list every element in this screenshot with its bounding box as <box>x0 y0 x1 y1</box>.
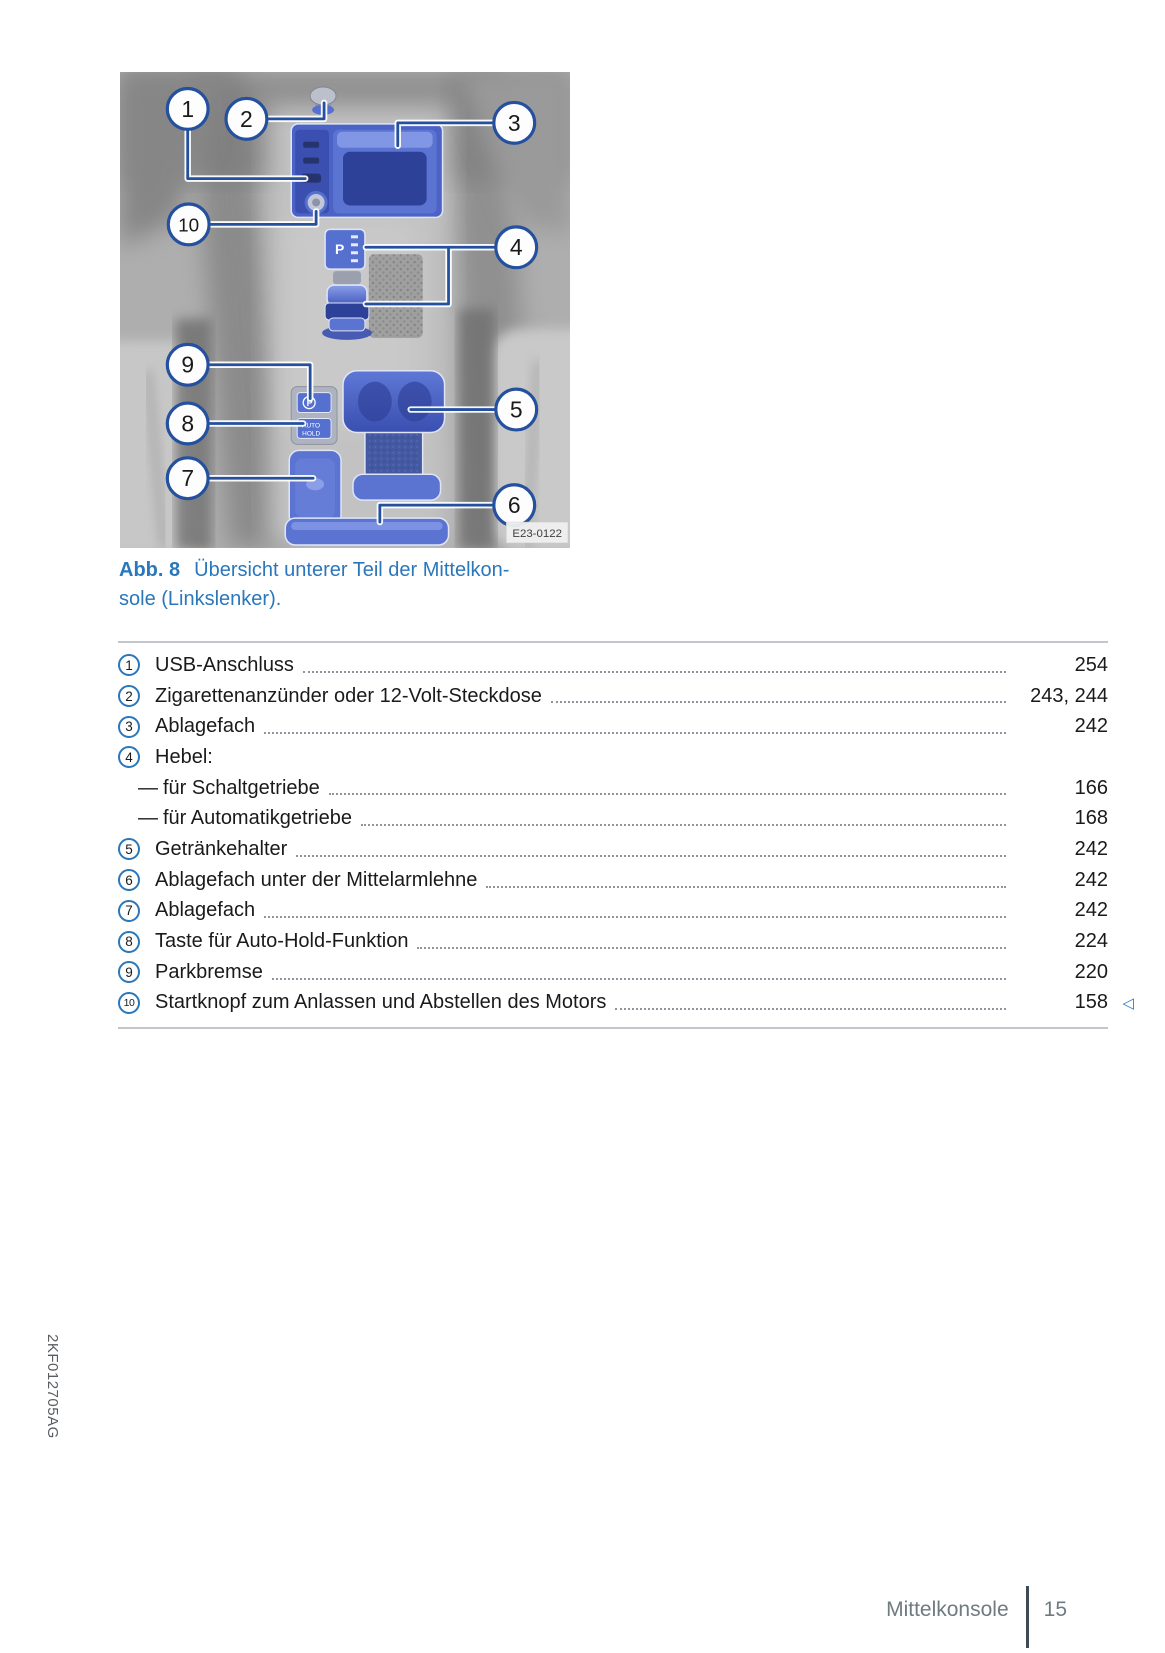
legend-page-number: 254 <box>1074 653 1108 676</box>
svg-text:9: 9 <box>181 351 195 378</box>
legend-item-dash: — <box>138 807 158 830</box>
legend-item-number: 4 <box>118 746 140 768</box>
svg-text:10: 10 <box>178 215 200 237</box>
legend-item-label: für Schaltgetriebe <box>163 776 320 799</box>
legend-item-label: USB-Anschluss <box>155 653 294 676</box>
svg-text:2: 2 <box>240 105 253 132</box>
legend-row <box>118 742 1108 773</box>
footer-divider <box>1026 1586 1029 1648</box>
legend-leader-dots <box>615 1008 1006 1010</box>
legend-page-number: 242 <box>1074 837 1108 860</box>
legend-item-number: 8 <box>118 931 140 953</box>
continue-marker-icon: ◁ <box>1122 995 1134 1013</box>
autohold-glyph-2: HOLD <box>302 430 321 438</box>
svg-text:5: 5 <box>509 396 523 423</box>
footer-page-number: 15 <box>1043 1598 1067 1621</box>
legend-leader-dots <box>417 947 1006 949</box>
callout-5 <box>496 389 537 430</box>
svg-text:E23-0122: E23-0122 <box>512 527 562 540</box>
armrest-storage-tray <box>285 518 448 545</box>
legend-row <box>118 773 1108 804</box>
legend-row <box>118 926 1108 957</box>
callout-3 <box>494 102 535 143</box>
legend-page-number: 242 <box>1074 899 1108 922</box>
legend-row <box>118 834 1108 865</box>
legend-page-number: 242 <box>1074 868 1108 891</box>
storage-bin-front <box>289 450 341 526</box>
callout-6 <box>494 485 535 526</box>
console-diagram <box>120 72 570 548</box>
legend-page-number: 168 <box>1074 807 1108 830</box>
spine-code: 2KF012705AG <box>44 1334 61 1439</box>
callout-8 <box>167 403 208 444</box>
legend-leader-dots <box>486 886 1006 888</box>
parkbrake-autohold-panel <box>291 387 337 445</box>
callout-7 <box>167 458 208 499</box>
legend-rows <box>118 650 1134 1018</box>
legend-item-dash: — <box>138 776 158 799</box>
callout-2 <box>226 98 267 139</box>
legend-item-label: Hebel: <box>155 745 213 768</box>
legend-row <box>118 896 1108 927</box>
legend-page-number: 224 <box>1074 930 1108 953</box>
svg-text:3: 3 <box>507 109 521 136</box>
legend-leader-dots <box>361 824 1006 826</box>
upper-console-housing <box>291 124 442 218</box>
legend-item-label: Taste für Auto-Hold-Funktion <box>155 930 409 953</box>
legend-row <box>118 711 1108 742</box>
legend-item-label: Ablagefach <box>155 899 256 922</box>
caption-text-line2: sole (Linkslenker). <box>119 588 282 610</box>
legend-item-label: Getränkehalter <box>155 837 288 860</box>
legend-row <box>118 650 1108 681</box>
legend-item-number: 6 <box>118 869 140 891</box>
figure-console-illustration <box>120 72 570 548</box>
legend-row <box>118 681 1108 712</box>
legend-item-number: 1 <box>118 654 140 676</box>
callout-1 <box>167 88 208 129</box>
parkbrake-button <box>297 393 331 413</box>
legend-item-label: Ablagefach <box>155 715 256 738</box>
legend-row <box>118 988 1134 1019</box>
legend-leader-dots <box>329 793 1006 795</box>
callout-10 <box>168 204 209 245</box>
legend-leader-dots <box>296 855 1006 857</box>
legend-item-number: 10 <box>118 992 140 1014</box>
footer-section-title: Mittelkonsole <box>886 1598 1009 1621</box>
legend-item-number: 5 <box>118 838 140 860</box>
legend-leader-dots <box>272 978 1006 980</box>
svg-text:4: 4 <box>509 234 523 261</box>
legend-row <box>118 865 1108 896</box>
parkbrake-glyph: P <box>306 398 313 409</box>
legend-leader-dots <box>303 671 1006 673</box>
legend-leader-dots <box>551 701 1006 703</box>
legend-item-label: Ablagefach unter der Mittelarmlehne <box>155 868 478 891</box>
caption-text-line1: Übersicht unterer Teil der Mittelkon- <box>194 559 510 581</box>
svg-text:6: 6 <box>507 492 521 519</box>
legend-page-number: 166 <box>1074 776 1108 799</box>
svg-text:7: 7 <box>181 465 195 492</box>
legend-item-number: 2 <box>118 685 140 707</box>
legend-page-number: 158 ◁ <box>1074 991 1134 1014</box>
legend-item-label: Zigarettenanzünder oder 12-Volt-Steckdose <box>155 684 542 707</box>
legend-item-number: 7 <box>118 900 140 922</box>
legend-row <box>118 803 1108 834</box>
legend-item-label: Startknopf zum Anlassen und Abstellen des Motors <box>155 991 607 1014</box>
legend-row <box>118 957 1108 988</box>
legend-page-number: 242 <box>1074 715 1108 738</box>
legend-item-label: Parkbremse <box>155 960 263 983</box>
figure-caption <box>119 556 599 614</box>
legend-list <box>118 641 1134 1029</box>
legend-item-number: 9 <box>118 961 140 983</box>
legend-item-number: 3 <box>118 716 140 738</box>
image-code-label <box>506 522 568 543</box>
caption-label: Abb. 8 <box>119 559 181 581</box>
legend-page-number: 220 <box>1074 960 1108 983</box>
legend-item-label: für Automatikgetriebe <box>163 807 352 830</box>
svg-text:1: 1 <box>181 95 195 122</box>
svg-text:8: 8 <box>181 410 195 437</box>
legend-page-number: 243, 244 <box>1030 684 1108 707</box>
legend-leader-dots <box>264 732 1006 734</box>
legend-leader-dots <box>264 916 1006 918</box>
callout-9 <box>167 344 208 385</box>
callout-4 <box>496 227 537 268</box>
page-footer <box>886 1590 1067 1648</box>
gear-p-glyph: P <box>335 241 345 258</box>
autohold-glyph-1: AUTO <box>302 422 321 430</box>
